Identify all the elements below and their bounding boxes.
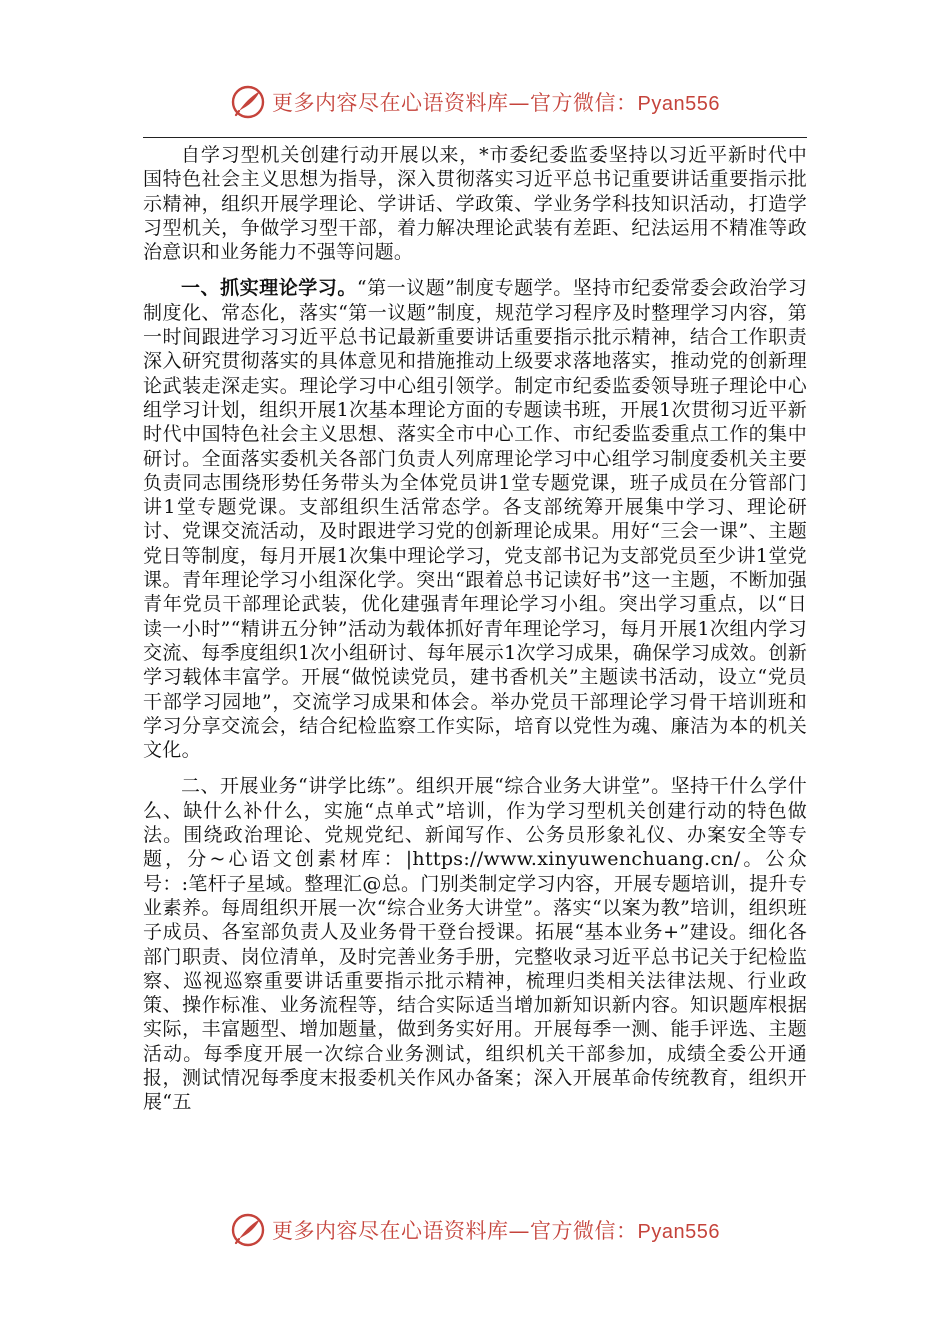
header-banner-text <box>272 87 720 117</box>
footer-banner <box>0 1210 950 1250</box>
footer-banner-label: 更多内容尽在心语资料库—官方微信： <box>272 1219 638 1243</box>
section-1-heading: 一、抓实理论学习。 <box>181 277 357 300</box>
section-2-paragraph: 二、开展业务“讲学比练”。组织开展“综合业务大讲堂”。坚持干什么学什么、缺什么补什么，实施“点单式”培训，作为学习型机关创建行动的特色做法。围绕政治理论、党规党纪、新闻写作、公务员形象礼仪、办案安全等专题，分~心语文创素材库：|https://www.xinyuwenchuang.cn/。公众号：:笔杆子星域。整理汇@总。门别类制定学习内容，开展专题培训，提升专业素养。每周组织开展一次“综合业务大讲堂”。落实“以案为教”培训，组织班子成员、各室部负责人及业务骨干登台授课。拓展“基本业务+”建设。细化各部门职责、岗位清单，及时完善业务手册，完整收录习近平总书记关于纪检监察、巡视巡察重要讲话重要指示批示精神，梳理归类相关法律法规、行业政策、操作标准、业务流程等，结合实际适当增加新知识新内容。知识题库根据实际，丰富题型、增加题量，做到务实好用。开展每季一测、能手评选、主题活动。每季度开展一次综合业务测试，组织机关干部参加，成绩全委公开通报，测试情况每季度末报委机关作风办备案；深入开展革命传统教育，组织开展“五 <box>143 775 807 1114</box>
quill-logo-icon <box>230 84 266 120</box>
intro-paragraph: 自学习型机关创建行动开展以来，*市委纪委监委坚持以习近平新时代中国特色社会主义思想为指导，深入贯彻落实习近平总书记重要讲话重要指示批示精神，组织开展学理论、学讲话、学政策、学业务学科技知识活动，打造学习型机关，争做学习型干部，着力解决理论武装有差距、纪法运用不精准等政治意识和业务能力不强等问题。 <box>143 144 807 264</box>
quill-logo-icon <box>230 1212 266 1248</box>
header-banner <box>0 82 950 122</box>
header-divider <box>143 137 807 138</box>
header-wechat-id: Pyan556 <box>637 93 720 115</box>
footer-banner-text <box>272 1215 720 1245</box>
footer-wechat-id: Pyan556 <box>637 1221 720 1243</box>
header-banner-label: 更多内容尽在心语资料库—官方微信： <box>272 91 638 115</box>
section-1-body: “第一议题”制度专题学。坚持市纪委常委会政治学习制度化、常态化，落实“第一议题”制度，规范学习程序及时整理学习内容，第一时间跟进学习习近平总书记最新重要讲话重要指示批示精神，结合工作职责深入研究贯彻落实的具体意见和措施推动上级要求落地落实，推动党的创新理论武装走深走实。理论学习中心组引领学。制定市纪委监委领导班子理论中心组学习计划，组织开展1次基本理论方面的专题读书班，开展1次贯彻习近平新时代中国特色社会主义思想、落实全市中心工作、市纪委监委重点工作的集中研讨。全面落实委机关各部门负责人列席理论学习中心组学习制度委机关主要负责同志围绕形势任务带头为全体党员讲1堂专题党课，班子成员在分管部门讲1堂专题党课。支部组织生活常态学。各支部统筹开展集中学习、理论研讨、党课交流活动，及时跟进学习党的创新理论成果。用好“三会一课”、主题党日等制度，每月开展1次集中理论学习，党支部书记为支部党员至少讲1堂党课。青年理论学习小组深化学。突出“跟着总书记读好书”这一主题，不断加强青年党员干部理论武装，优化建强青年理论学习小组。突出学习重点，以“日读一小时”“精讲五分钟”活动为载体抓好青年理论学习，每月开展1次组内学习交流、每季度组织1次小组研讨、每年展示1次学习成果，确保学习成效。创新学习载体丰富学。开展“做悦读党员，建书香机关”主题读书活动，设立“党员干部学习园地”，交流学习成果和体会。举办党员干部理论学习骨干培训班和学习分享交流会，结合纪检监察工作实际，培育以党性为魂、廉洁为本的机关文化。 <box>143 277 807 762</box>
document-body <box>143 143 807 1115</box>
section-1-paragraph <box>143 276 807 762</box>
